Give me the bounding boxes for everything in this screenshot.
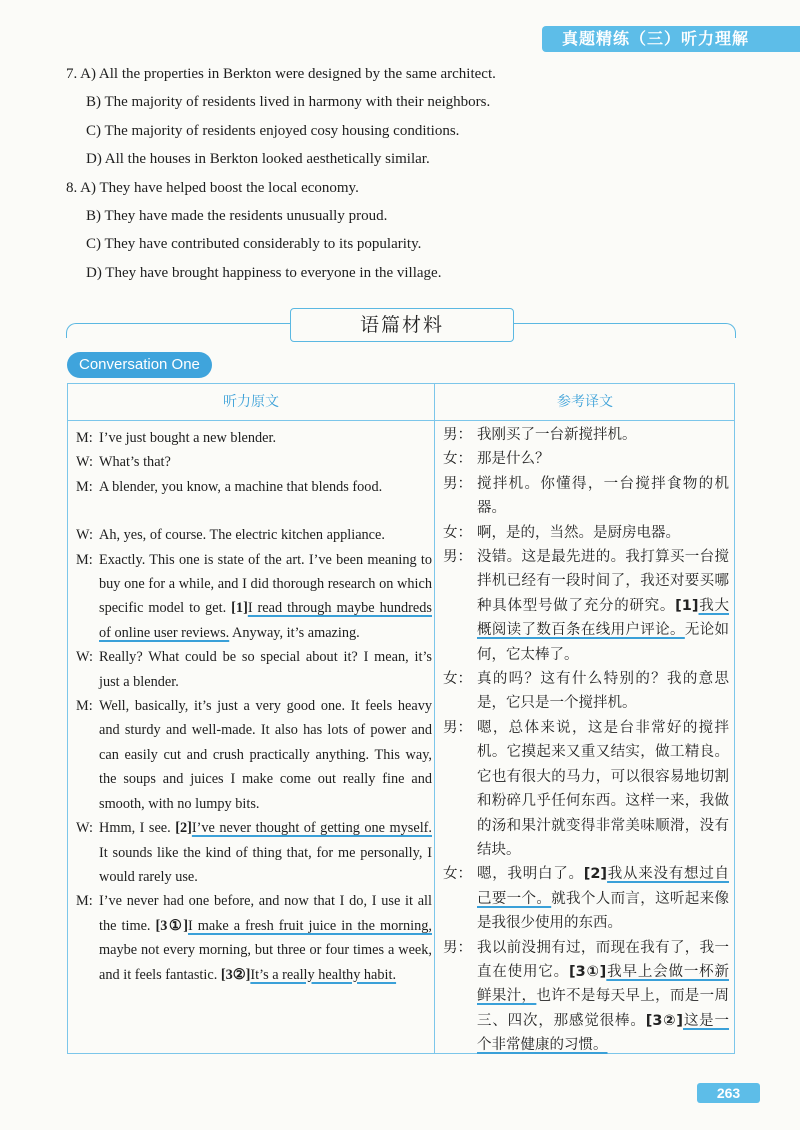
zh-turn [443,423,729,447]
en-turn-text [99,548,432,646]
answer-underline: 我从来没有想过自己要一个。 [477,866,730,907]
en-turn [76,475,432,499]
section-banner-title: 语篇材料 [290,308,514,342]
answer-underline: I read through maybe hundreds of online user reviews. [99,600,432,641]
section-title-tab: 真题精练（三）听力理解 [542,26,800,52]
en-turn-text: What’s that? [99,454,171,471]
en-turn-text: Well, basically, it’s just a very good one. It feels heavy and sturdy and well-made. It also has lots of power and can easily cut and crush practically anything. This way, the soups and juices I make come out really fine and smooth, with no lumpy bits. [99,698,432,812]
zh-turn [443,521,729,545]
transcript-table [67,383,735,1054]
zh-text: 无论如何，它太棒了。 [477,622,729,663]
en-text: Hmm, I see. [99,820,176,837]
zh-turn [443,862,729,935]
speaker-label: 男： [443,475,472,492]
question-list [66,60,496,287]
en-turn [76,450,432,474]
speaker-label: 女： [443,671,472,688]
answer-marker: [1] [675,597,699,614]
zh-turn-text: 搅拌机。你懂得，一台搅拌食物的机器。 [477,475,729,517]
speaker-label: W: [76,820,93,837]
answer-marker: [3①] [569,963,607,980]
speaker-label: W: [76,454,93,471]
zh-turn-text [477,936,729,1058]
en-text: I’ve never had one before, and now that I do, I use it all the time. [99,893,432,934]
header-reference-translation: 参考译文 [557,394,613,410]
answer-marker: [3①] [155,917,188,934]
zh-turn-text [477,862,729,935]
conversation-label: Conversation One [67,352,212,378]
page-number: 263 [697,1083,760,1103]
zh-turn [443,667,729,716]
zh-turn-text [477,545,729,667]
banner-rule-right [511,323,736,338]
speaker-label: W: [76,527,93,544]
answer-underline: I make a fresh fruit juice in the morning, [187,917,432,934]
en-text: Anyway, it’s amazing. [229,624,360,641]
question-8-option-c: C) They have contributed considerably to its popularity. [86,236,422,253]
zh-text: 也许不是每天早上，而是一周三、四次，那感觉很棒。 [477,988,729,1029]
english-column [76,426,432,987]
speaker-label: M: [76,551,93,568]
zh-turn [443,447,729,471]
speaker-label: 男： [443,427,472,443]
answer-underline: 我大概阅读了数百条在线用户评论。 [477,597,730,639]
question-8-option-b: B) They have made the residents unusually proud. [86,208,388,225]
question-7-stem: 7. A) All the properties in Berkton were designed by the same architect. [66,66,496,82]
answer-marker: [2] [583,866,608,883]
column-divider [434,384,435,1053]
zh-turn-text: 真的吗？这有什么特别的？我的意思是，它只是一个搅拌机。 [477,671,729,712]
question-8-stem: 8. A) They have helped boost the local economy. [66,179,359,196]
answer-marker: [3②] [645,1012,683,1029]
question-7-option-d: D) All the houses in Berkton looked aesthetically similar. [86,151,430,168]
answer-marker: [3②] [220,966,251,983]
zh-text: 就我个人而言，这听起来像是我很少使用的东西。 [477,890,729,932]
en-turn [76,548,432,646]
speaker-label: 男： [443,939,472,956]
answer-marker: [2] [175,820,192,837]
header-original-transcript: 听力原文 [223,394,279,410]
zh-turn [443,936,729,1058]
question-7-option-c: C) The majority of residents enjoyed cosy housing conditions. [86,122,460,139]
question-8-option-d: D) They have brought happiness to everyone in the village. [86,264,442,281]
en-turn-text: Really? What could be so special about it? I mean, it’s just a blender. [99,649,432,690]
en-turn [76,694,432,816]
speaker-label: M: [76,478,93,495]
zh-turn [443,545,729,667]
en-turn [76,816,432,889]
en-turn [76,426,432,450]
banner-rule-left [66,323,291,338]
speaker-label: 男： [443,719,472,736]
speaker-label: 女： [443,524,472,541]
speaker-label: 男： [443,549,472,566]
en-turn-text: I’ve just bought a new blender. [99,430,277,446]
speaker-label: M: [76,430,93,446]
zh-text: 我以前没拥有过，而现在我有了，我一直在使用它。 [477,939,729,980]
table-header-row [68,384,734,421]
en-turn [76,889,432,987]
speaker-label: 女： [443,866,472,883]
zh-turn-text: 啊，是的，当然。是厨房电器。 [477,524,680,541]
chinese-column [443,423,729,1058]
answer-marker: [1] [231,600,248,617]
en-text: It sounds like the kind of thing that, for me personally, I would rarely use. [99,844,432,885]
en-turn-text: Ah, yes, of course. The electric kitchen appliance. [99,527,385,544]
zh-turn-text: 嗯，总体来说，这是台非常好的搅拌机。它摸起来又重又结实，做工精良。它也有很大的马力，可以很容易地切割和粉碎几乎任何东西。这样一来，我做的汤和果汁就变得非常美味顺滑，没有结块。 [477,719,729,858]
en-turn-text [99,889,432,987]
answer-underline: I’ve never thought of getting one myself. [191,820,432,837]
en-turn [76,645,432,694]
zh-turn-text: 那是什么？ [477,451,550,468]
speaker-label: M: [76,698,93,715]
section-banner [66,306,736,346]
speaker-label: W: [76,649,93,666]
zh-turn [443,472,729,521]
en-turn-text: A blender, you know, a machine that blends food. [99,478,383,495]
en-text: Exactly. This one is state of the art. I’ve been meaning to buy one for a while, and I did thorough research on which specific model to get. [99,551,432,617]
en-turn [76,523,432,547]
zh-text: 没错。这是最先进的。我打算买一台搅拌机已经有一段时间了，我还对要买哪种具体型号做了充分的研究。 [477,549,729,614]
zh-turn [443,716,729,862]
answer-underline: 我早上会做一杯新鲜果汁， [477,963,729,1005]
answer-underline: 这是一个非常健康的习惯。 [477,1012,730,1054]
en-text: maybe not every morning, but three or four times a week, and it feels fantastic. [99,942,432,983]
zh-text: 嗯，我明白了。 [477,866,584,883]
en-turn-text [99,816,432,889]
question-7-option-b: B) The majority of residents lived in harmony with their neighbors. [86,94,491,111]
zh-turn-text: 我刚买了一台新搅拌机。 [477,427,637,443]
speaker-label: 女： [443,451,472,468]
answer-underline: It’s a really healthy habit. [250,966,397,983]
speaker-label: M: [76,893,93,910]
